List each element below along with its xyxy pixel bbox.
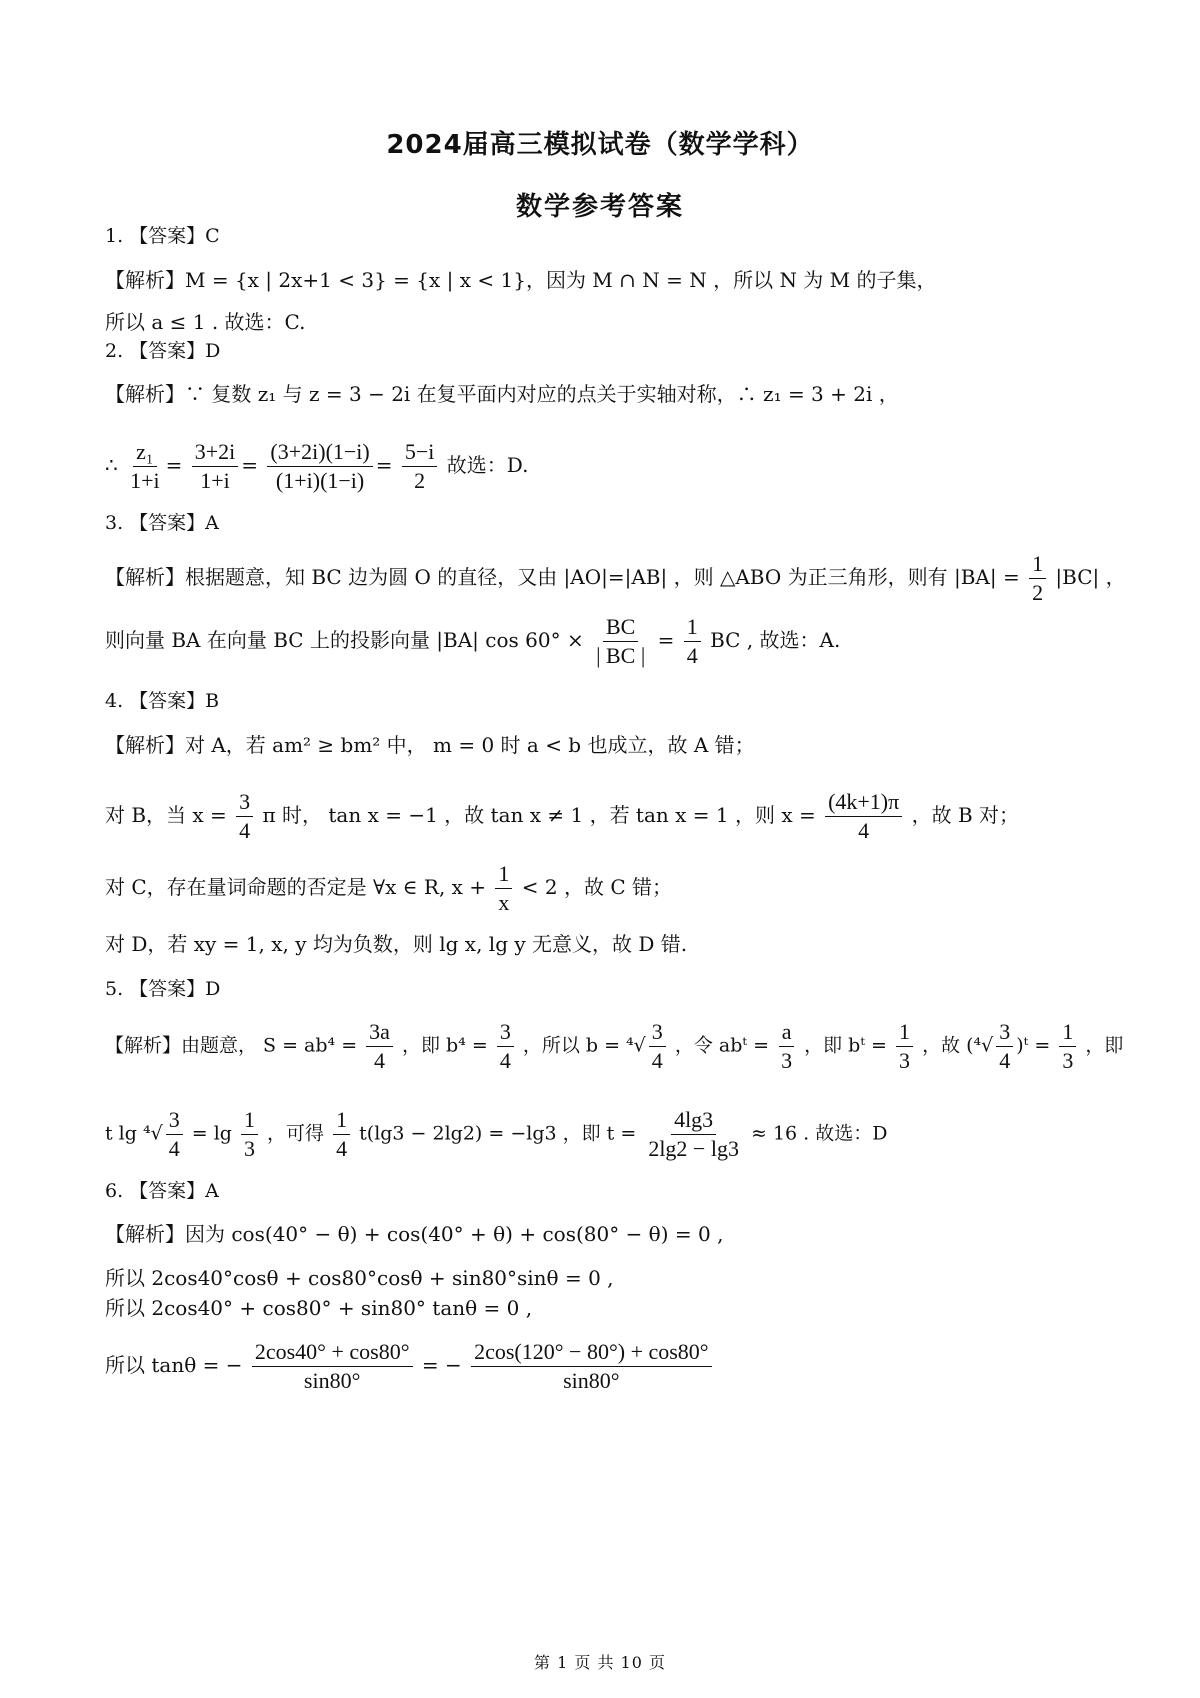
q6-answer: 6. 【答案】A: [105, 1180, 219, 1202]
q2-analysis-line1: 【解析】∵ 复数 z₁ 与 z = 3 − 2i 在复平面内对应的点关于实轴对称，∴ z₁ = 3 + 2i ，: [105, 382, 899, 406]
fraction: $\frac{1}{3}$: [241, 1108, 258, 1161]
q2-conclusion: 故选：D.: [446, 453, 529, 478]
fraction: $\frac{1}{4}$: [684, 615, 701, 668]
q6-analysis-line1: 【解析】因为 cos(40° − θ) + cos(40° + θ) + cos(80° − θ) = 0 ,: [105, 1222, 724, 1246]
q4-analysis-line3: 对 C，存在量词命题的否定是 ∀x ∈ R, x + $\frac{1}{x}$ < 2 ，故 C 错；: [105, 861, 672, 916]
q2-analysis-line2: ∴ $\frac{\text{z₁}}{1+i}$ = $\frac{3+2i}{1+i}$ = $\frac{(3+2i)(1-i)}{(1+i)(1-i)}$ = $\frac{5-i}{2}$ 故选：D.: [105, 439, 529, 494]
q6-analysis-line2: 所以 2cos40°cosθ + cos80°cosθ + sin80°sinθ = 0 ,: [105, 1266, 614, 1290]
fraction: $\frac{(4k+1)\pi}{4}$: [825, 790, 902, 843]
q5-analysis-line2: t lg ⁴√ $\frac{3}{4}$ = lg $\frac{1}{3}$ ，可得 $\frac{1}{4}$ t(lg3 − 2lg2) = −lg3 ，即 t = $\frac{4\lg 3}{2\lg 2 - \lg 3}$ ≈ 16 . 故选：D: [105, 1107, 888, 1162]
fraction: $\frac{(3+2i)(1-i)}{(1+i)(1-i)}$: [267, 440, 372, 493]
q4-analysis-line1: 【解析】对 A，若 am² ≥ bm² 中， m = 0 时 a < b 也成立，故 A 错；: [105, 733, 755, 757]
fraction: $\frac{3}{4}$: [649, 1020, 666, 1073]
fraction: $\frac{1}{3}$: [1059, 1020, 1076, 1073]
fraction: $\frac{1}{x}$: [495, 862, 512, 915]
q2-answer: 2. 【答案】D: [105, 340, 221, 362]
fraction: $\frac{1}{3}$: [896, 1020, 913, 1073]
q6-analysis-line4: 所以 tanθ = − $\frac{2\cos 40^\circ + \cos 80^\circ}{\sin 80^\circ}$ = − $\frac{2\cos(120^\circ - 80^\circ) + \cos 80^\circ}{\sin 80^\circ}$: [105, 1340, 715, 1393]
fraction: $\frac{4\lg 3}{2\lg 2 - \lg 3}$: [648, 1107, 739, 1162]
q4-analysis-line2: 对 B，当 x = $\frac{3}{4}$ π 时， tan x = −1 ，故 tan x ≠ 1 ，若 tan x = 1 ，则 x = $\frac{(4k+1)\pi}{4}$ ，故 B 对；: [105, 789, 1020, 844]
fraction: $\frac{3}{4}$: [996, 1020, 1013, 1073]
q5-answer: 5. 【答案】D: [105, 978, 221, 1000]
fraction: $\frac{1}{4}$: [333, 1108, 350, 1161]
fraction: $\frac{\text{z₁}}{1+i}$: [130, 439, 160, 494]
page-subtitle: 数学参考答案: [515, 192, 684, 222]
fraction: $\frac{3}{4}$: [497, 1020, 514, 1073]
fraction: $\frac{BC}{| BC |}$: [596, 614, 646, 669]
therefore-symbol: ∴: [105, 453, 118, 478]
fraction: $\frac{3+2i}{1+i}$: [192, 440, 239, 493]
q1-analysis-line1: 【解析】M = {x | 2x+1 < 3} = {x | x < 1}，因为 M ∩ N = N ，所以 N 为 M 的子集，: [105, 268, 937, 292]
q3-analysis-line2: 则向量 BA 在向量 BC 上的投影向量 |BA| cos 60° × $\frac{BC}{| BC |}$ = $\frac{1}{4}$ BC , 故选：A.: [105, 614, 841, 669]
fraction: $\frac{3a}{4}$: [366, 1020, 393, 1073]
fraction: $\frac{3}{4}$: [166, 1108, 183, 1161]
fraction: $\frac{3}{4}$: [236, 790, 253, 843]
fraction: $\frac{1}{2}$: [1029, 552, 1046, 605]
page-title: 2024届高三模拟试卷（数学学科）: [386, 130, 814, 160]
q4-answer: 4. 【答案】B: [105, 690, 220, 712]
q1-answer: 1. 【答案】C: [105, 225, 220, 247]
fraction: $\frac{a}{3}$: [778, 1020, 795, 1073]
q3-analysis-line1: 【解析】根据题意，知 BC 边为圆 O 的直径，又由 |AO|=|AB| ，则 △ABO 为正三角形，则有 |BA| = $\frac{1}{2}$ |BC| ，: [105, 551, 1126, 606]
q5-analysis-line1: 【解析】由题意， S = ab⁴ = $\frac{3a}{4}$ ，即 b⁴ = $\frac{3}{4}$ ，所以 b = ⁴√ $\frac{3}{4}$ ，令 abᵗ = $\frac{a}{3}$ ，即 bᵗ = $\frac{1}{3}$ ，故 (⁴√ $\frac{3}{4}$ )ᵗ = $\frac{1}{3}$ ，即: [105, 1019, 1124, 1074]
page-footer: 第 1 页 共 10 页: [534, 1653, 666, 1672]
fraction: $\frac{5-i}{2}$: [402, 440, 438, 493]
fraction: $\frac{2\cos 40^\circ + \cos 80^\circ}{\sin 80^\circ}$: [252, 1340, 413, 1393]
fraction: $\frac{2\cos(120^\circ - 80^\circ) + \cos 80^\circ}{\sin 80^\circ}$: [471, 1340, 712, 1393]
q3-answer: 3. 【答案】A: [105, 512, 219, 534]
q4-analysis-line4: 对 D，若 xy = 1, x, y 均为负数，则 lg x, lg y 无意义，故 D 错.: [105, 932, 688, 956]
q6-analysis-line3: 所以 2cos40° + cos80° + sin80° tanθ = 0 ,: [105, 1296, 533, 1320]
q1-analysis-line2: 所以 a ≤ 1 . 故选：C.: [105, 310, 306, 334]
